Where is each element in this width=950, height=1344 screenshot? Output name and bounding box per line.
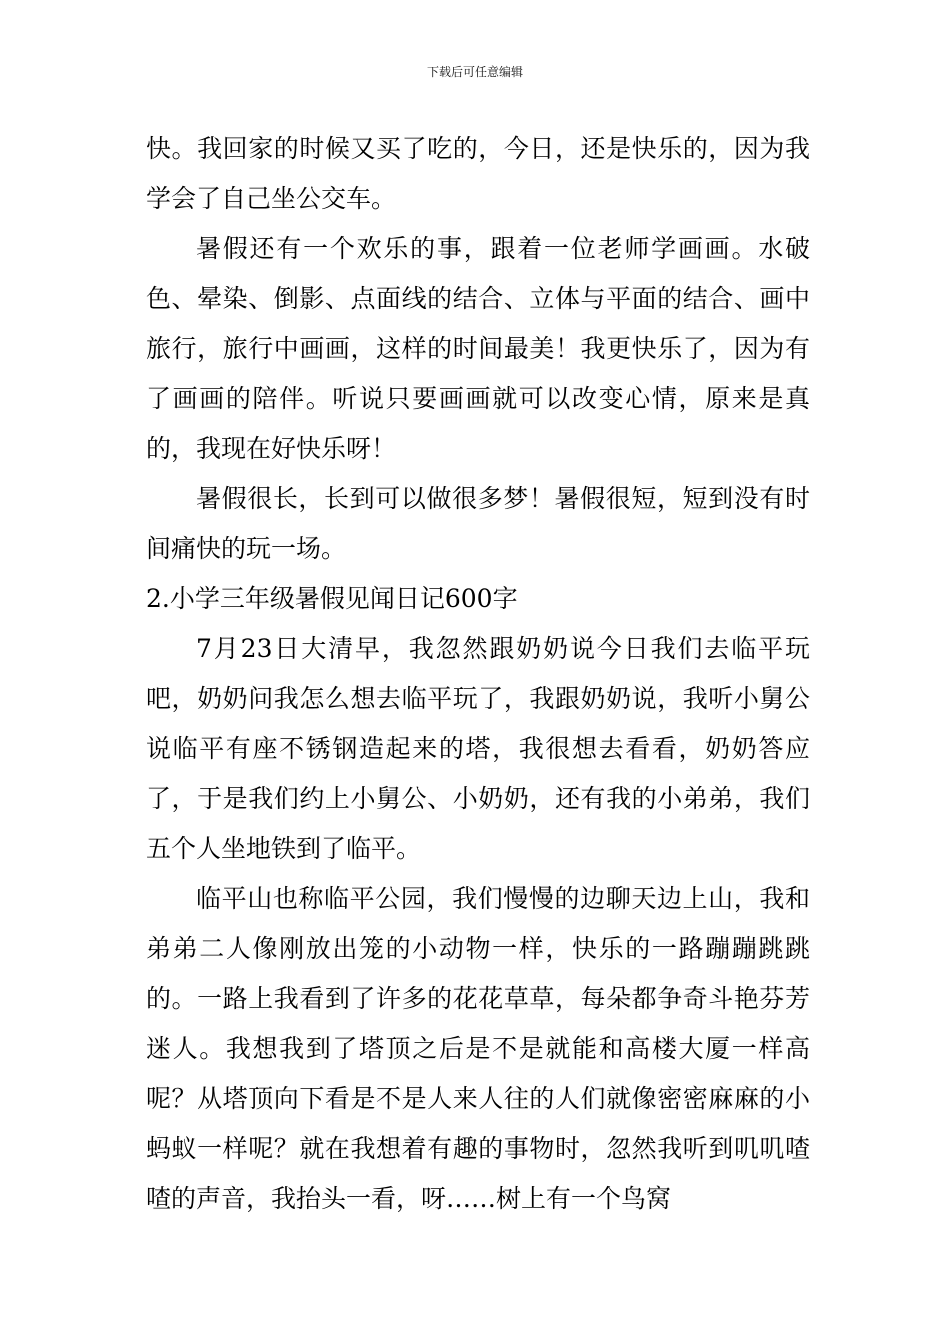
paragraph: 临平山也称临平公园，我们慢慢的边聊天边上山，我和弟弟二人像刚放出笼的小动物一样，快乐的一路蹦蹦跳跳的。一路上我看到了许多的花花草草，每朵都争奇斗艳芬芳迷人。我想我到了塔顶之后是不是就能和高楼大厦一样高呢？从塔顶向下看是不是人来人往的人们就像密密麻麻的小蚂蚁一样呢？就在我想着有趣的事物时，忽然我听到叽叽喳喳的声音，我抬头一看，呀……树上有一个鸟窝 xyxy=(146,884,810,1213)
paragraph: 暑假还有一个欢乐的事，跟着一位老师学画画。水破色、晕染、倒影、点面线的结合、立体与平面的结合、画中旅行，旅行中画画，这样的时间最美！我更快乐了，因为有了画画的陪伴。听说只要画画就可以改变心情，原来是真的，我现在好快乐呀！ xyxy=(146,234,810,463)
document-body xyxy=(146,124,810,1224)
paragraph: 暑假很长，长到可以做很多梦！暑假很短，短到没有时间痛快的玩一场。 xyxy=(146,484,810,563)
paragraph: 快。我回家的时候又买了吃的，今日，还是快乐的，因为我学会了自己坐公交车。 xyxy=(146,134,810,213)
section-heading: 2.小学三年级暑假见闻日记600字 xyxy=(146,584,518,613)
page-header: 下载后可任意编辑 xyxy=(426,65,523,79)
paragraph: 7月23日大清早，我忽然跟奶奶说今日我们去临平玩吧，奶奶问我怎么想去临平玩了，我跟奶奶说，我听小舅公说临平有座不锈钢造起来的塔，我很想去看看，奶奶答应了，于是我们约上小舅公、小奶奶，还有我的小弟弟，我们五个人坐地铁到了临平。 xyxy=(146,634,810,863)
